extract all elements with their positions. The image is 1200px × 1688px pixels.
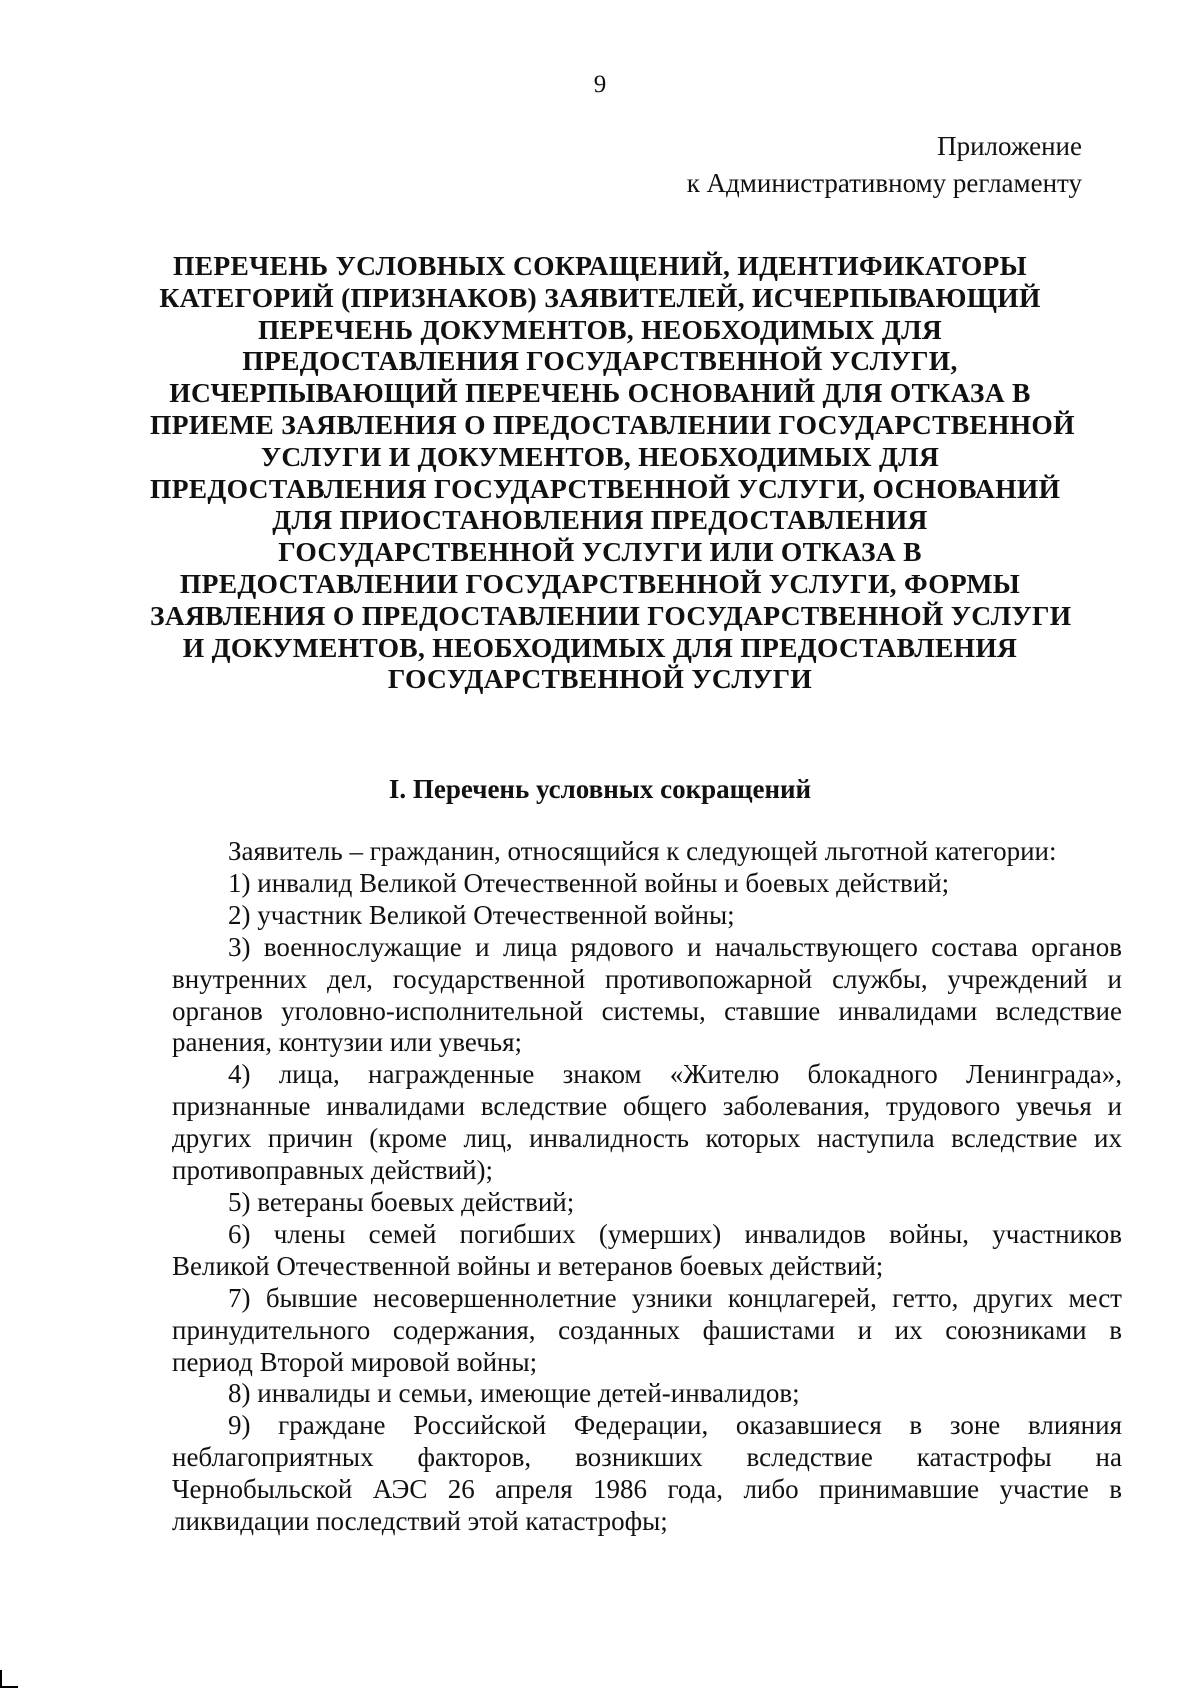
- appendix-label: [687, 128, 1082, 202]
- list-item-2: 2) участник Великой Отечественной войны;: [228, 899, 735, 930]
- title-line: ПРЕДОСТАВЛЕНИЯ ГОСУДАРСТВЕННОЙ УСЛУГИ, ОСНОВАНИЙ: [150, 472, 1061, 504]
- appendix-line-2: к Административному регламенту: [686, 168, 1082, 198]
- list-item-1: 1) инвалид Великой Отечественной войны и боевых действий;: [228, 867, 950, 898]
- list-item-3: [172, 932, 1122, 1060]
- list-item-3-line: ранения, контузии или увечья;: [172, 1027, 523, 1058]
- list-item-4-line: других причин (кроме лиц, инвалидность которых наступила вследствие их: [172, 1123, 1122, 1154]
- title-line: ИСЧЕРПЫВАЮЩИЙ ПЕРЕЧЕНЬ ОСНОВАНИЙ ДЛЯ ОТКАЗА В: [169, 377, 1031, 409]
- list-item-7-line: период Второй мировой войны;: [172, 1346, 538, 1377]
- list-item-7-line: 7) бывшие несовершеннолетние узники концлагерей, гетто, других мест: [228, 1282, 1122, 1313]
- list-item-9-line: Чернобыльской АЭС 26 апреля 1986 года, либо принимавшие участие в: [172, 1474, 1122, 1505]
- list-item-6-line: Великой Отечественной войны и ветеранов боевых действий;: [172, 1250, 884, 1281]
- title-line: ПРИЕМЕ ЗАЯВЛЕНИЯ О ПРЕДОСТАВЛЕНИИ ГОСУДАРСТВЕННОЙ: [150, 408, 1075, 440]
- title-line: ГОСУДАРСТВЕННОЙ УСЛУГИ: [387, 663, 813, 695]
- list-item-9-line: 9) граждане Российской Федерации, оказавшиеся в зоне влияния: [228, 1410, 1122, 1441]
- body-text: [172, 836, 1122, 1538]
- title-line: ДЛЯ ПРИОСТАНОВЛЕНИЯ ПРЕДОСТАВЛЕНИЯ: [272, 504, 928, 536]
- list-item-4-line: признанные инвалидами вследствие общего заболевания, трудового увечья и: [172, 1091, 1122, 1122]
- title-line: УСЛУГИ И ДОКУМЕНТОВ, НЕОБХОДИМЫХ ДЛЯ: [260, 440, 940, 472]
- intro-paragraph: Заявитель – гражданин, относящийся к следующей льготной категории:: [228, 836, 1057, 866]
- title-line: ПЕРЕЧЕНЬ УСЛОВНЫХ СОКРАЩЕНИЙ, ИДЕНТИФИКАТОРЫ: [173, 250, 1027, 281]
- scan-corner-mark: [0, 1670, 18, 1688]
- title-line: ЗАЯВЛЕНИЯ О ПРЕДОСТАВЛЕНИИ ГОСУДАРСТВЕННОЙ УСЛУГИ: [150, 599, 1072, 631]
- list-item-5: 5) ветераны боевых действий;: [228, 1186, 575, 1217]
- page-number: 9: [593, 71, 607, 98]
- list-item-4-line: 4) лица, награжденные знаком «Жителю блокадного Ленинграда»,: [228, 1059, 1122, 1090]
- list-item-4-line: противоправных действий);: [172, 1155, 494, 1186]
- title-line: ПРЕДОСТАВЛЕНИИ ГОСУДАРСТВЕННОЙ УСЛУГИ, ФОРМЫ: [179, 567, 1021, 599]
- title-line: И ДОКУМЕНТОВ, НЕОБХОДИМЫХ ДЛЯ ПРЕДОСТАВЛЕНИЯ: [182, 631, 1018, 663]
- title-line: ПЕРЕЧЕНЬ ДОКУМЕНТОВ, НЕОБХОДИМЫХ ДЛЯ: [257, 313, 943, 345]
- list-item-8: 8) инвалиды и семьи, имеющие детей-инвалидов;: [228, 1378, 800, 1409]
- list-item-6-line: 6) члены семей погибших (умерших) инвалидов войны, участников: [228, 1218, 1122, 1249]
- title-line: КАТЕГОРИЙ (ПРИЗНАКОВ) ЗАЯВИТЕЛЕЙ, ИСЧЕРПЫВАЮЩИЙ: [159, 281, 1041, 313]
- list-item-7: [172, 1283, 1122, 1379]
- document-title: [150, 250, 1075, 695]
- list-item-9-line: неблагоприятных факторов, возникших вследствие катастрофы на: [172, 1442, 1122, 1473]
- list-item-9: [172, 1410, 1122, 1538]
- appendix-line-1: Приложение: [937, 131, 1082, 161]
- list-item-6: [172, 1219, 1122, 1283]
- list-item-3-line: 3) военнослужащие и лица рядового и начальствующего состава органов: [228, 931, 1122, 962]
- title-line: ГОСУДАРСТВЕННОЙ УСЛУГИ ИЛИ ОТКАЗА В: [278, 536, 922, 568]
- title-line: ПРЕДОСТАВЛЕНИЯ ГОСУДАРСТВЕННОЙ УСЛУГИ,: [242, 345, 958, 377]
- list-item-7-line: принудительного содержания, созданных фашистами и их союзниками в: [172, 1314, 1122, 1345]
- list-item-4: [172, 1059, 1122, 1187]
- list-item-3-line: внутренних дел, государственной противопожарной службы, учреждений и: [172, 963, 1122, 994]
- section-heading: I. Перечень условных сокращений: [388, 774, 812, 804]
- list-item-9-line: ликвидации последствий этой катастрофы;: [172, 1506, 668, 1537]
- list-item-3-line: органов уголовно-исполнительной системы, ставшие инвалидами вследствие: [172, 995, 1122, 1026]
